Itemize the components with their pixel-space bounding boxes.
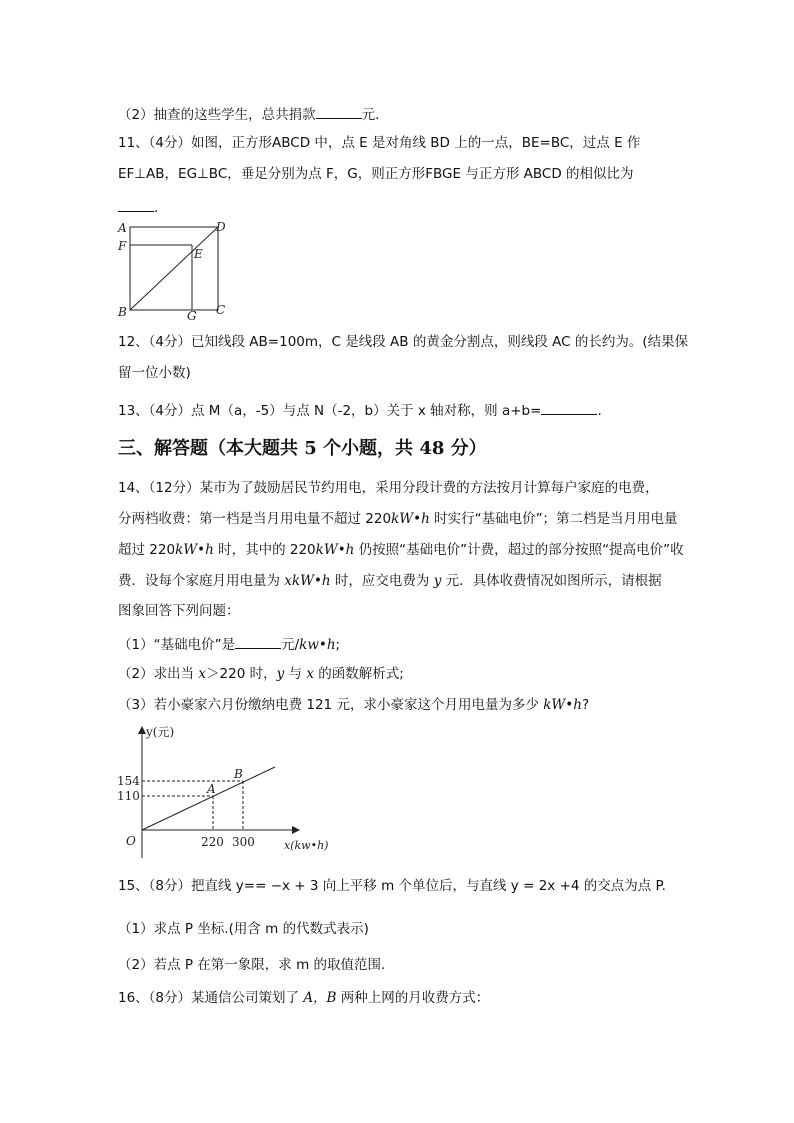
q14-sub2-d: 的函数解析式; <box>313 666 404 682</box>
q14-line5: 图象回答下列问题： <box>118 603 240 619</box>
q13-text: 13、（4分）点 M（a，-5）与点 N（-2，b）关于 x 轴对称，则 a+b= <box>118 403 542 419</box>
q14-line2-b: 时实行“基础电价”；第二档是当月用电量 <box>429 511 678 527</box>
label-a: A <box>118 221 127 235</box>
q15-line1: 15、（8分）把直线 y== −x + 3 向上平移 m 个单位后，与直线 y = 2x +4 的交点为点 P. <box>118 878 666 894</box>
q16-line1 <box>118 989 489 1007</box>
q14-line1: 14、（12分）某市为了鼓励居民节约用电，采用分段计费的方法按月计算每户家庭的电费， <box>118 480 659 496</box>
q14-sub1 <box>118 634 340 654</box>
y-tick-154: 154 <box>117 774 140 788</box>
q14-sub3 <box>118 696 589 714</box>
q14-line4 <box>118 572 662 590</box>
unit-kwh: kW•h <box>391 511 430 527</box>
q14-line4-b: 时，应交电费为 <box>330 573 434 589</box>
q16-text-b: 两种上网的月收费方式： <box>336 990 490 1006</box>
charge-line <box>142 767 275 830</box>
q14-line4-a: 费．设每个家庭月用电量为 <box>118 573 285 589</box>
point-a-label: A <box>207 782 216 796</box>
answer-blank <box>316 104 362 119</box>
q14-line3-b: 时，其中的 220 <box>213 542 316 558</box>
q14-sub1-text: （1）“基础电价”是 <box>118 637 236 653</box>
var-y: y <box>276 666 285 682</box>
q14-sub3-a: （3）若小豪家六月份缴纳电费 121 元，求小豪家这个月用电量为多少 <box>118 697 544 713</box>
q11-line3 <box>118 197 158 217</box>
q14-line2-a: 分两档收费：第一档是当月用电量不超过 220 <box>118 511 392 527</box>
label-e: E <box>194 247 203 261</box>
q14-line3 <box>118 541 684 559</box>
electricity-graph <box>112 722 342 862</box>
q10-sub2-text: （2）抽查的这些学生，总共捐款 <box>118 107 316 123</box>
label-d: D <box>216 220 226 234</box>
q14-sub2-a: （2）求出当 <box>118 666 199 682</box>
x-axis-label: x(kw•h) <box>284 839 329 852</box>
label-g: G <box>187 309 197 322</box>
q11-line1: 11、（4分）如图，正方形ABCD 中，点 E 是对角线 BD 上的一点，BE=BC，过点 E 作 <box>118 135 641 151</box>
q14-sub1-unit: 元/ <box>281 637 300 653</box>
unit-kwh: kW•h <box>543 697 582 713</box>
q10-sub2 <box>118 104 379 124</box>
answer-blank <box>541 400 597 415</box>
unit-kwh: kW•h <box>175 542 214 558</box>
q16-options: A，B <box>303 990 337 1006</box>
diagonal-bd <box>130 227 218 310</box>
x-tick-220: 220 <box>201 835 224 849</box>
q14-line2 <box>118 510 678 528</box>
x-tick-300: 300 <box>232 835 255 849</box>
q12-line1: 12、（4分）已知线段 AB=100m，C 是线段 AB 的黄金分割点，则线段 AC 的长约为。(结果保 <box>118 334 689 350</box>
var-xkwh: xkW•h <box>284 573 331 589</box>
q15-sub1: （1）求点 P 坐标.(用含 m 的代数式表示) <box>118 921 369 937</box>
label-c: C <box>216 303 226 317</box>
q15-sub2: （2）若点 P 在第一象限，求 m 的取值范围. <box>118 957 386 973</box>
y-tick-110: 110 <box>117 789 140 803</box>
unit-kwh: kW•h <box>315 542 355 558</box>
q14-sub2 <box>118 665 404 683</box>
q14-sub1-end: ; <box>335 637 341 653</box>
q14-sub3-end: ? <box>581 697 590 713</box>
answer-blank <box>118 197 154 212</box>
var-y: y <box>433 573 442 589</box>
q16-text-a: 16、（8分）某通信公司策划了 <box>118 990 304 1006</box>
y-axis-label: y(元) <box>146 725 175 739</box>
section-heading: 三、解答题（本大题共 5 个小题，共 48 分） <box>118 438 487 459</box>
q14-sub2-c: 与 <box>284 666 307 682</box>
q11-period: . <box>154 200 159 216</box>
q14-line3-c: 仍按照“基础电价”计费，超过的部分按照“提高电价”收 <box>354 542 684 558</box>
q14-sub2-b: ＞220 时， <box>206 666 277 682</box>
q13-period: . <box>597 403 602 419</box>
label-b: B <box>118 305 127 319</box>
q14-line3-a: 超过 220 <box>118 542 176 558</box>
q11-line2: EF⊥AB，EG⊥BC，垂足分别为点 F，G，则正方形FBGE 与正方形 ABCD 的相似比为 <box>118 166 634 182</box>
q14-line4-c: 元．具体收费情况如图所示，请根据 <box>441 573 662 589</box>
q10-sub2-unit: 元. <box>361 107 380 123</box>
square-figure <box>112 218 232 322</box>
point-b-label: B <box>234 767 243 781</box>
var-x: x <box>198 666 207 682</box>
q12-line2: 留一位小数) <box>118 365 191 381</box>
var-x: x <box>306 666 314 682</box>
label-f: F <box>118 239 127 253</box>
q13-line <box>118 400 602 420</box>
answer-blank <box>235 634 281 649</box>
unit-kwh: kw•h <box>299 637 336 653</box>
origin-label: O <box>126 834 136 848</box>
